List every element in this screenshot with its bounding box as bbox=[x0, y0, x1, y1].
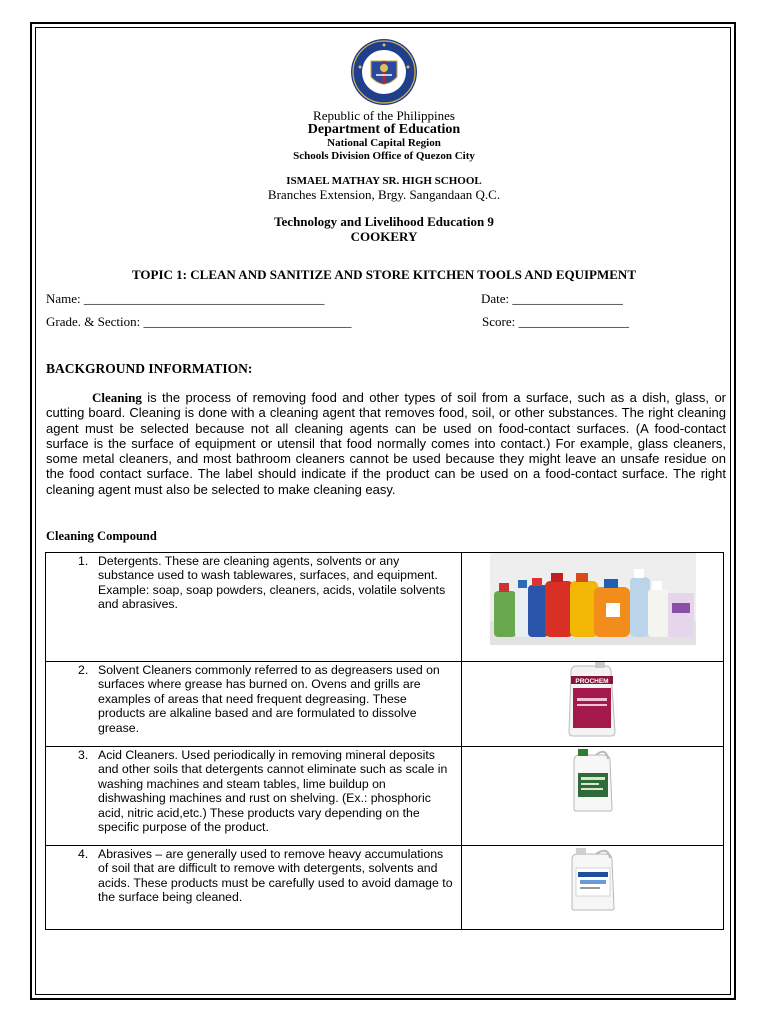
table-row bbox=[46, 747, 724, 846]
abrasive-cleaner-jug-image bbox=[568, 846, 618, 912]
table-row bbox=[46, 553, 724, 662]
item-number: 1. bbox=[78, 554, 89, 568]
region-line: National Capital Region bbox=[327, 137, 441, 149]
division-line: Schools Division Office of Quezon City bbox=[293, 150, 475, 162]
school-name: ISMAEL MATHAY SR. HIGH SCHOOL bbox=[286, 175, 482, 187]
item-text: Detergents. These are cleaning agents, solvents or any substance used to wash tablewares, surfaces, and equipment. Example: soap, soap powders, cleaners, acids, volatile solvents and abrasives. bbox=[98, 554, 446, 612]
cleaning-term: Cleaning bbox=[92, 390, 142, 405]
school-address: Branches Extension, Brgy. Sangandaan Q.C. bbox=[267, 187, 501, 202]
background-body: is the process of removing food and other types of soil from a surface, such as a dish, glass, or cutting board. Cleaning is done with a cleaning agent that removes food, soil, or other substances. The right cleaning agent must be selected because not all cleaning agents can be used on food-contact surfaces. (A food-contact surface is the surface of equipment or utensil that food normally comes into contact.) For example, glass cleaners, some metal cleaners, and most bathroom cleaners cannot be used because they might leave an unsafe residue on the food contact surface. The label should indicate if the product can be used on a food-contact surface. The right cleaning agent must also be selected to make cleaning easy. bbox=[46, 390, 726, 497]
background-title: BACKGROUND INFORMATION: bbox=[46, 361, 253, 376]
item-text: Abrasives – are generally used to remove heavy accumulations of soil that are difficult to remove with detergents, solvents and acids. These products must be carefully used to avoid damage to the surface being cleaned. bbox=[98, 847, 453, 905]
grade-section-field[interactable]: Grade. & Section: ________________________________ bbox=[46, 314, 352, 329]
deped-seal-icon bbox=[349, 37, 419, 107]
prochem-label: PROCHEM bbox=[575, 678, 609, 685]
item-number: 4. bbox=[78, 847, 89, 861]
detergent-bottles-image bbox=[490, 553, 696, 645]
table-row bbox=[46, 662, 724, 747]
department-line: Department of Education bbox=[307, 122, 461, 137]
item-text: Solvent Cleaners commonly referred to as degreasers used on surfaces where grease has burned on. Ovens and grills are examples of areas that need frequent degreasing. These products are alkaline based and are formulated to dissolve grease. bbox=[98, 663, 440, 735]
cleaning-compound-title: Cleaning Compound bbox=[46, 529, 157, 543]
solvent-cleaner-jug-image bbox=[565, 662, 621, 738]
acid-cleaner-jug-image bbox=[570, 747, 616, 813]
cleaning-compound-table bbox=[45, 552, 724, 930]
name-field[interactable]: Name: _____________________________________ bbox=[46, 291, 325, 306]
republic-line: Republic of the Philippines bbox=[313, 108, 455, 123]
date-field[interactable]: Date: _________________ bbox=[481, 291, 623, 306]
item-number: 3. bbox=[78, 748, 89, 762]
score-field[interactable]: Score: _________________ bbox=[482, 314, 629, 329]
background-paragraph bbox=[46, 390, 726, 497]
subject-title: Technology and Livelihood Education 9 bbox=[274, 214, 494, 229]
topic-title: TOPIC 1: CLEAN AND SANITIZE AND STORE KITCHEN TOOLS AND EQUIPMENT bbox=[132, 267, 636, 282]
table-row bbox=[46, 846, 724, 930]
item-text: Acid Cleaners. Used periodically in removing mineral deposits and other soils that detergents cannot eliminate such as scale in washing machines and steam tables, lime buildup on dishwashing machines and rust on shelving. (Ex.: phosphoric acid, nitric acid,etc.) These products vary depending on the specific purpose of the product. bbox=[98, 748, 448, 835]
course-title: COOKERY bbox=[350, 229, 418, 244]
item-number: 2. bbox=[78, 663, 89, 677]
